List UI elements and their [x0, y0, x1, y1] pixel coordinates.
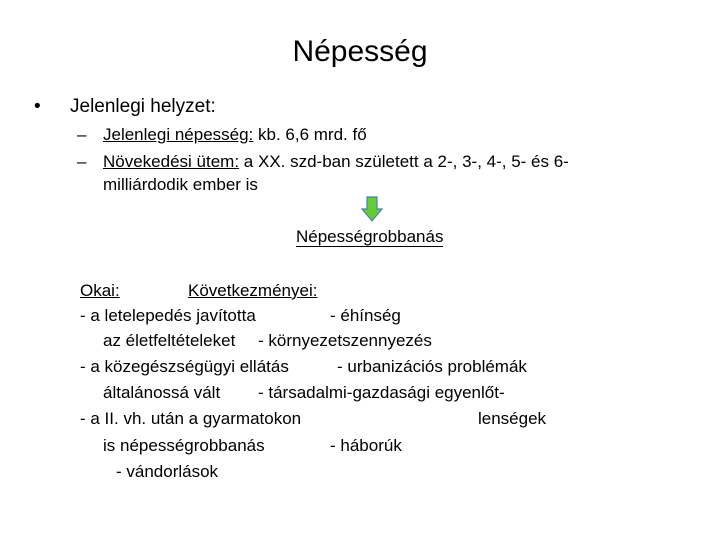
sub-item-growth-value: a XX. szd-ban született a 2-, 3-, 4-, 5- és 6-	[239, 152, 569, 171]
cause-line-6: is népességrobbanás	[103, 436, 265, 455]
dash-marker-1: –	[77, 125, 87, 144]
cause-line-3: - a közegészségügyi ellátás	[80, 357, 289, 376]
sub-item-growth-continuation: milliárdodik ember is	[103, 175, 258, 194]
consequences-header: Következményei:	[188, 281, 318, 300]
sub-item-population	[103, 126, 367, 143]
causes-header: Okai:	[80, 281, 120, 300]
consequence-line-3: - urbanizációs problémák	[337, 357, 527, 376]
consequence-line-5: lenségek	[478, 409, 547, 428]
bullet-marker: •	[34, 96, 41, 117]
cause-line-4: általánossá vált	[103, 383, 221, 402]
population-explosion-term: Népességrobbanás	[296, 227, 444, 246]
sub-item-population-value: kb. 6,6 mrd. fő	[253, 125, 367, 144]
dash-marker-2: –	[77, 152, 87, 171]
down-arrow-icon	[361, 196, 383, 222]
consequence-line-6: - háborúk	[330, 436, 402, 455]
cause-line-5: - a II. vh. után a gyarmatokon	[80, 409, 302, 428]
sub-item-growth	[103, 153, 569, 170]
consequence-line-2: - környezetszennyezés	[258, 331, 432, 350]
cause-line-1: - a letelepedés javította	[80, 306, 256, 325]
sub-item-population-label: Jelenlegi népesség:	[103, 125, 254, 144]
consequence-line-7: - vándorlások	[116, 462, 219, 481]
sub-item-growth-label: Növekedési ütem:	[103, 152, 240, 171]
slide-title: Népesség	[292, 35, 428, 68]
consequence-line-4: - társadalmi-gazdasági egyenlőt-	[258, 383, 505, 402]
consequence-line-1: - éhínség	[330, 306, 401, 325]
cause-line-2: az életfeltételeket	[103, 331, 236, 350]
bullet-current-situation: Jelenlegi helyzet:	[70, 96, 216, 117]
